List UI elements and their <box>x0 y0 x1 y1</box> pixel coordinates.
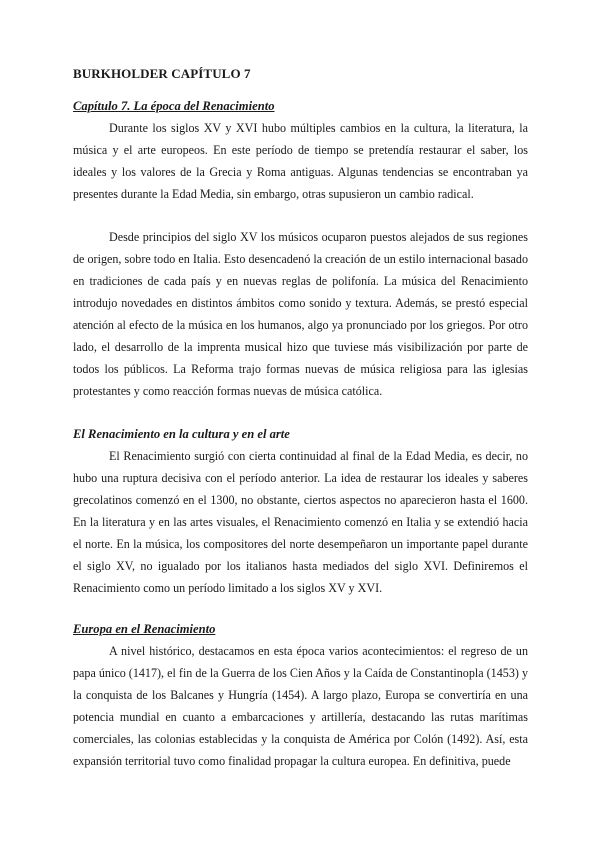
section-heading-cultura-arte: El Renacimiento en la cultura y en el arte <box>73 427 290 441</box>
document-page <box>73 66 528 772</box>
section-heading-europa: Europa en el Renacimiento <box>73 622 216 636</box>
paragraph: Desde principios del siglo XV los músicos ocuparon puestos alejados de sus regiones de origen, sobre todo en Italia. Esto desencadenó la creación de un estilo internacional basado en tradiciones de cada país y en nuevas reglas de polifonía. La música del Renacimiento introdujo novedades en distintos ámbitos como sonido y textura. Además, se prestó especial atención al efecto de la música en los humanos, algo ya pronunciado por los griegos. Por otro lado, el desarrollo de la imprenta musical hizo que tuviese más visibilización por parte de todos los públicos. La Reforma trajo formas nuevas de música religiosa para las iglesias protestantes y como reacción formas nuevas de música católica. <box>73 230 528 398</box>
paragraph: A nivel histórico, destacamos en esta época varios acontecimientos: el regreso de un papa único (1417), el fin de la Guerra de los Cien Años y la Caída de Constantinopla (1453) y la conquista de los Balcanes y Hungría (1454). A largo plazo, Europa se convertiría en una potencia mundial en cuanto a embarcaciones y artillería, destacando las rutas marítimas comerciales, las colonias establecidas y la conquista de América por Colón (1492). Así, esta expansión territorial tuvo como finalidad propagar la cultura europea. En definitiva, puede <box>73 644 528 768</box>
paragraph: El Renacimiento surgió con cierta continuidad al final de la Edad Media, es decir, no hubo una ruptura decisiva con el período anterior. La idea de restaurar los ideales y saberes grecolatinos comenzó en el 1300, no obstante, ciertos aspectos no aparecieron hasta el 1600. En la literatura y en las artes visuales, el Renacimiento comenzó en Italia y se extendió hacia el norte. En la música, los compositores del norte desempeñaron un importante papel durante el siglo XV, no igualado por los italianos hasta mediados del siglo XVI. Definiremos el Renacimiento como un período limitado a los siglos XV y XVI. <box>73 449 528 595</box>
document-title: BURKHOLDER CAPÍTULO 7 <box>73 66 251 81</box>
section-heading-capitulo-7: Capítulo 7. La época del Renacimiento <box>73 99 275 113</box>
paragraph: Durante los siglos XV y XVI hubo múltiples cambios en la cultura, la literatura, la música y el arte europeos. En este período de tiempo se pretendía restaurar el saber, los ideales y los valores de la Grecia y Roma antiguas. Algunas tendencias se encontraban ya presentes durante la Edad Media, sin embargo, otras supusieron un cambio radical. <box>73 121 528 201</box>
